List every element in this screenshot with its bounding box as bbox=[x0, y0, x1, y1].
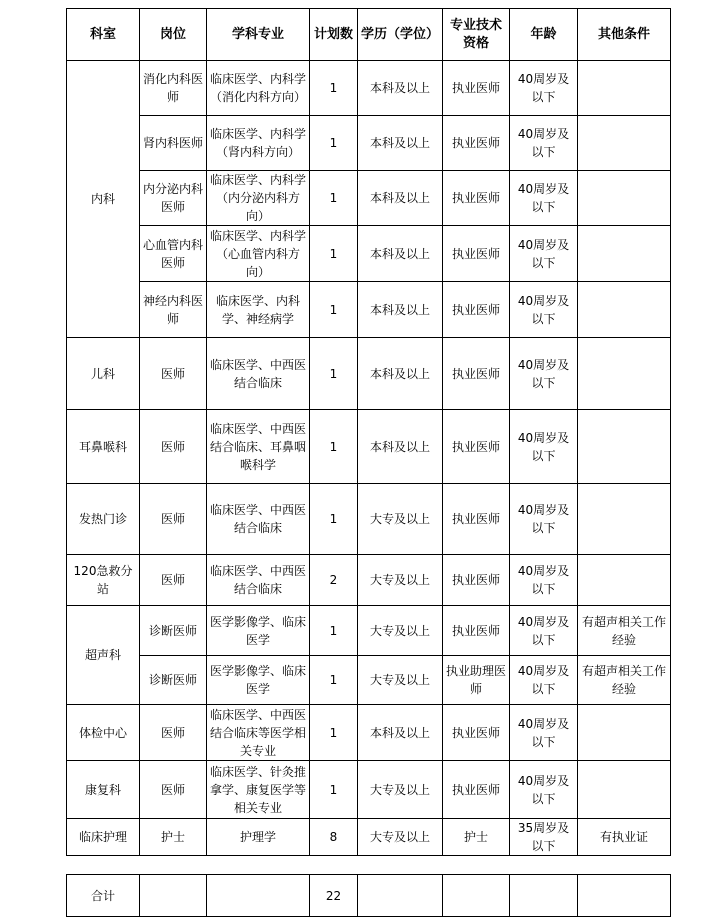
table-row bbox=[67, 705, 671, 761]
age-cell: 40周岁及以下 bbox=[510, 484, 578, 555]
other-cell bbox=[578, 410, 671, 484]
edu-cell: 大专及以上 bbox=[358, 761, 443, 819]
age-cell: 40周岁及以下 bbox=[510, 282, 578, 338]
cert-cell: 护士 bbox=[443, 819, 510, 856]
post-cell: 消化内科医师 bbox=[140, 61, 207, 116]
total-plan: 22 bbox=[310, 875, 358, 917]
cert-cell: 执业医师 bbox=[443, 555, 510, 606]
table-row bbox=[67, 555, 671, 606]
other-cell bbox=[578, 116, 671, 171]
major-cell: 临床医学、中西医结合临床 bbox=[207, 555, 310, 606]
table-row bbox=[67, 606, 671, 656]
major-cell: 临床医学、内科学（肾内科方向） bbox=[207, 116, 310, 171]
table-row bbox=[67, 761, 671, 819]
table-row bbox=[67, 338, 671, 410]
other-cell bbox=[578, 761, 671, 819]
plan-cell: 1 bbox=[310, 61, 358, 116]
edu-cell: 本科及以上 bbox=[358, 705, 443, 761]
age-cell: 40周岁及以下 bbox=[510, 705, 578, 761]
plan-cell: 1 bbox=[310, 761, 358, 819]
edu-cell: 本科及以上 bbox=[358, 171, 443, 226]
post-cell: 护士 bbox=[140, 819, 207, 856]
plan-cell: 1 bbox=[310, 171, 358, 226]
edu-cell: 本科及以上 bbox=[358, 282, 443, 338]
plan-cell: 1 bbox=[310, 226, 358, 282]
other-cell bbox=[578, 282, 671, 338]
cert-cell: 执业医师 bbox=[443, 410, 510, 484]
other-cell bbox=[578, 226, 671, 282]
header-edu: 学历（学位） bbox=[358, 9, 443, 61]
post-cell: 诊断医师 bbox=[140, 656, 207, 705]
other-cell: 有超声相关工作经验 bbox=[578, 656, 671, 705]
major-cell: 临床医学、中西医结合临床 bbox=[207, 338, 310, 410]
age-cell: 40周岁及以下 bbox=[510, 61, 578, 116]
cert-cell: 执业医师 bbox=[443, 116, 510, 171]
edu-cell: 本科及以上 bbox=[358, 116, 443, 171]
header-post: 岗位 bbox=[140, 9, 207, 61]
cert-cell: 执业医师 bbox=[443, 226, 510, 282]
age-cell: 40周岁及以下 bbox=[510, 761, 578, 819]
total-empty-cell bbox=[140, 875, 207, 917]
edu-cell: 本科及以上 bbox=[358, 226, 443, 282]
header-major: 学科专业 bbox=[207, 9, 310, 61]
other-cell bbox=[578, 484, 671, 555]
post-cell: 心血管内科医师 bbox=[140, 226, 207, 282]
other-cell bbox=[578, 338, 671, 410]
table-row bbox=[67, 226, 671, 282]
total-row bbox=[67, 875, 671, 917]
dept-cell: 发热门诊 bbox=[67, 484, 140, 555]
age-cell: 40周岁及以下 bbox=[510, 116, 578, 171]
post-cell: 医师 bbox=[140, 555, 207, 606]
cert-cell: 执业医师 bbox=[443, 171, 510, 226]
other-cell bbox=[578, 555, 671, 606]
total-empty-cell bbox=[207, 875, 310, 917]
edu-cell: 大专及以上 bbox=[358, 656, 443, 705]
dept-cell: 康复科 bbox=[67, 761, 140, 819]
post-cell: 医师 bbox=[140, 484, 207, 555]
plan-cell: 1 bbox=[310, 705, 358, 761]
cert-cell: 执业医师 bbox=[443, 606, 510, 656]
post-cell: 肾内科医师 bbox=[140, 116, 207, 171]
dept-cell: 临床护理 bbox=[67, 819, 140, 856]
post-cell: 医师 bbox=[140, 761, 207, 819]
cert-cell: 执业助理医师 bbox=[443, 656, 510, 705]
major-cell: 临床医学、中西医结合临床 bbox=[207, 484, 310, 555]
edu-cell: 大专及以上 bbox=[358, 484, 443, 555]
table-row bbox=[67, 410, 671, 484]
cert-cell: 执业医师 bbox=[443, 705, 510, 761]
total-empty-cell bbox=[510, 875, 578, 917]
table-row bbox=[67, 116, 671, 171]
plan-cell: 1 bbox=[310, 656, 358, 705]
plan-cell: 1 bbox=[310, 410, 358, 484]
dept-cell: 超声科 bbox=[67, 606, 140, 705]
edu-cell: 本科及以上 bbox=[358, 338, 443, 410]
recruitment-table bbox=[66, 8, 671, 856]
cert-cell: 执业医师 bbox=[443, 484, 510, 555]
age-cell: 35周岁及以下 bbox=[510, 819, 578, 856]
age-cell: 40周岁及以下 bbox=[510, 606, 578, 656]
edu-cell: 大专及以上 bbox=[358, 606, 443, 656]
table-row bbox=[67, 61, 671, 116]
major-cell: 医学影像学、临床医学 bbox=[207, 656, 310, 705]
total-empty-cell bbox=[578, 875, 671, 917]
major-cell: 临床医学、内科学（内分泌内科方向） bbox=[207, 171, 310, 226]
header-cert: 专业技术资格 bbox=[443, 9, 510, 61]
plan-cell: 1 bbox=[310, 116, 358, 171]
age-cell: 40周岁及以下 bbox=[510, 555, 578, 606]
table-row bbox=[67, 171, 671, 226]
edu-cell: 大专及以上 bbox=[358, 819, 443, 856]
post-cell: 医师 bbox=[140, 410, 207, 484]
other-cell: 有执业证 bbox=[578, 819, 671, 856]
major-cell: 临床医学、针灸推拿学、康复医学等相关专业 bbox=[207, 761, 310, 819]
total-empty-cell bbox=[358, 875, 443, 917]
age-cell: 40周岁及以下 bbox=[510, 338, 578, 410]
post-cell: 内分泌内科医师 bbox=[140, 171, 207, 226]
table-row bbox=[67, 656, 671, 705]
header-row bbox=[67, 9, 671, 61]
plan-cell: 2 bbox=[310, 555, 358, 606]
major-cell: 医学影像学、临床医学 bbox=[207, 606, 310, 656]
cert-cell: 执业医师 bbox=[443, 338, 510, 410]
dept-cell: 内科 bbox=[67, 61, 140, 338]
major-cell: 护理学 bbox=[207, 819, 310, 856]
edu-cell: 大专及以上 bbox=[358, 555, 443, 606]
other-cell bbox=[578, 171, 671, 226]
total-label: 合计 bbox=[67, 875, 140, 917]
dept-cell: 120急救分站 bbox=[67, 555, 140, 606]
table-row bbox=[67, 282, 671, 338]
header-plan: 计划数 bbox=[310, 9, 358, 61]
table-row bbox=[67, 819, 671, 856]
total-empty-cell bbox=[443, 875, 510, 917]
cert-cell: 执业医师 bbox=[443, 282, 510, 338]
other-cell bbox=[578, 61, 671, 116]
major-cell: 临床医学、内科学（消化内科方向） bbox=[207, 61, 310, 116]
cert-cell: 执业医师 bbox=[443, 761, 510, 819]
header-age: 年龄 bbox=[510, 9, 578, 61]
header-other: 其他条件 bbox=[578, 9, 671, 61]
major-cell: 临床医学、内科学（心血管内科方向） bbox=[207, 226, 310, 282]
plan-cell: 1 bbox=[310, 484, 358, 555]
header-dept: 科室 bbox=[67, 9, 140, 61]
post-cell: 诊断医师 bbox=[140, 606, 207, 656]
table-body bbox=[67, 61, 671, 856]
plan-cell: 1 bbox=[310, 338, 358, 410]
table-row bbox=[67, 484, 671, 555]
major-cell: 临床医学、中西医结合临床、耳鼻咽喉科学 bbox=[207, 410, 310, 484]
plan-cell: 1 bbox=[310, 282, 358, 338]
dept-cell: 儿科 bbox=[67, 338, 140, 410]
post-cell: 医师 bbox=[140, 338, 207, 410]
age-cell: 40周岁及以下 bbox=[510, 226, 578, 282]
major-cell: 临床医学、内科学、神经病学 bbox=[207, 282, 310, 338]
dept-cell: 耳鼻喉科 bbox=[67, 410, 140, 484]
age-cell: 40周岁及以下 bbox=[510, 656, 578, 705]
edu-cell: 本科及以上 bbox=[358, 410, 443, 484]
age-cell: 40周岁及以下 bbox=[510, 410, 578, 484]
total-table bbox=[66, 874, 671, 917]
post-cell: 神经内科医师 bbox=[140, 282, 207, 338]
other-cell: 有超声相关工作经验 bbox=[578, 606, 671, 656]
major-cell: 临床医学、中西医结合临床等医学相关专业 bbox=[207, 705, 310, 761]
cert-cell: 执业医师 bbox=[443, 61, 510, 116]
age-cell: 40周岁及以下 bbox=[510, 171, 578, 226]
post-cell: 医师 bbox=[140, 705, 207, 761]
edu-cell: 本科及以上 bbox=[358, 61, 443, 116]
other-cell bbox=[578, 705, 671, 761]
plan-cell: 1 bbox=[310, 606, 358, 656]
plan-cell: 8 bbox=[310, 819, 358, 856]
dept-cell: 体检中心 bbox=[67, 705, 140, 761]
